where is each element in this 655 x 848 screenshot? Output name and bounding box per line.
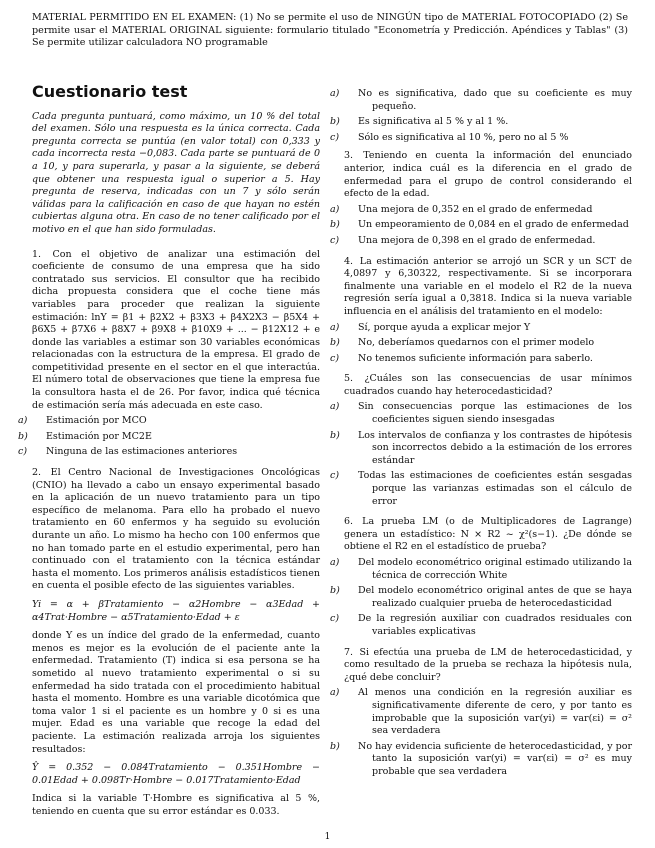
page-title: Cuestionario test [32, 82, 188, 101]
page-number: 1 [324, 832, 331, 842]
question-5-text: 5. ¿Cuáles son las consecuencias de usar mínimos cuadrados cuando hay heterocedasticidad? [344, 373, 632, 397]
option-7b[interactable]: b) No hay evidencia suficiente de heterocedasticidad, y por tanto la suposición var(yi) = var(εi) = σ² es muy probable que sea verdadera [330, 740, 632, 777]
option-6c[interactable]: c) De la regresión auxiliar con cuadrados residuales con variables explicativas [330, 613, 632, 637]
option-3c[interactable]: c) Una mejora de 0,398 en el grado de enfermedad. [330, 234, 596, 246]
question-3 [330, 150, 632, 247]
question-4-text: 4. La estimación anterior se arrojó un SCR y un SCT de 4,0897 y 6,30322, respectivamente. Si se incorporara finalmente una variable en el modelo el R2 de la nueva regresión sería igual a 0,3818. Indica si la nueva variable influencia en el análisis del tratamiento en el modelo: [344, 255, 632, 317]
option-6b[interactable]: b) Del modelo econométrico original antes de que se haya realizado cualquier prueba de heterocedasticidad [330, 585, 632, 609]
option-4c[interactable]: c) No tenemos suficiente información para saberlo. [330, 352, 593, 364]
equation-estimated: Ŷ = 0.352 − 0.084Tratamiento − 0.351Hombre − 0.01Edad + 0.098Tr·Hombre − 0.017Tratamiento·Edad [32, 762, 320, 786]
question-3-text: 3. Teniendo en cuenta la información del enunciado anterior, indica cuál es la diferencia en el grado de enfermedad para el grupo de control considerando el efecto de la edad. [344, 150, 632, 200]
question-7-text: 7. Si efectúa una prueba de LM de heterocedasticidad, y como resultado de la prueba se rechaza la hipótesis nula, ¿qué debe concluir? [344, 646, 632, 683]
header-text: MATERIAL PERMITIDO EN EL EXAMEN: (1) No se permite el uso de NINGÚN tipo de MATERIAL FOTOCOPIADO (2) Se permite usar el MATERIAL ORIGINAL siguiente: formulario titulado "Econometría y Predicción. Apéndices y Tablas" (3) Se permite utilizar calculadora NO programable [32, 12, 628, 48]
question-6-text: 6. La prueba LM (o de Multiplicadores de Lagrange) genera un estadístico: N × R2 ~ χ²(s−1). ¿De dónde se obtiene el R2 en el estadístico de prueba? [344, 516, 632, 553]
exam-header [32, 12, 628, 50]
option-5c[interactable]: c) Todas las estimaciones de coeficientes están sesgadas porque las varianzas estimadas son el cálculo de error [330, 470, 632, 507]
equation-model: Yi = α + βTratamiento − α2Hombre − α3Edad + α4Trat·Hombre − α5Tratamiento·Edad + ε [32, 598, 320, 623]
instructions: Cada pregunta puntuará, como máximo, un 10 % del total del examen. Sólo una respuesta es la única correcta. Cada pregunta correcta se puntúa (en valor total) con 0,333 y cada incorrecta resta −0,083. Cada parte se puntuará de 0 a 10, y para superarla, y pasar a la siguiente, se deberá que obtener una respuesta igual o superior a 5. Hay pregunta de reserva, indicadas con un 7 y sólo serán válidas para la calificación en caso de que hayan no estén cubiertas alguna otra. En caso de no tener calificado por el motivo en el que han sido formuladas. [32, 110, 320, 235]
question-2-text: 2. El Centro Nacional de Investigaciones Oncológicas (CNIO) ha llevado a cabo un ensayo experimental basado en la aplicación de un nuevo tratamiento para un tipo específico de melanoma. Para ello ha probado el nuevo tratamiento en 60 enfermos y ha seguido su evolución durante un año. Lo mismo ha hecho con 100 enfermos que no han tomado parte en el estudio experimental, pero han continuado con el tratamiento con la técnica estándar hasta el momento. Los primeros análisis estadísticos tienen en cuenta el posible efecto de las siguientes variables. [32, 467, 320, 592]
question-2-prompt: Indica si la variable T·Hombre es significativa al 5 %, teniendo en cuenta que su error estándar es 0.033. [32, 793, 320, 817]
option-4a[interactable]: a) Sí, porque ayuda a explicar mejor Y [330, 321, 531, 333]
question-7 [330, 646, 632, 779]
question-1 [18, 248, 320, 460]
option-5a[interactable]: a) Sin consecuencias porque las estimaciones de los coeficientes siguen siendo insesgadas [330, 401, 632, 426]
option-1a[interactable]: a) Estimación por MCO [18, 415, 147, 427]
option-1c[interactable]: c) Ninguna de las estimaciones anteriores [18, 446, 238, 458]
right-column [330, 88, 632, 787]
option-7a[interactable]: a) Al menos una condición en la regresión auxiliar es significativamente diferente de cero, y por tanto es improbable que la suposición var(yi) = var(εi) = σ² sea verdadera [330, 687, 632, 737]
question-6 [330, 516, 632, 638]
question-2-options [330, 88, 632, 144]
option-3b[interactable]: b) Un empeoramiento de 0,084 en el grado de enfermedad [330, 219, 629, 231]
option-4b[interactable]: b) No, deberíamos quedarnos con el primer modelo [330, 337, 595, 349]
question-4 [330, 255, 632, 366]
question-1-text: 1. Con el objetivo de analizar una estimación del coeficiente de consumo de una empresa que ha sido contratado sus servicios. El consultor que ha recibido dicha propuesta considera que el coche tiene más variables para proceder que realizan la siguiente estimación: lnY = β1 + β2X2 + β3X3 + β4X2X3 − β5X4 + β6X5 + β7X6 + β8X7 + β9X8 + β10X9 + ... − β12X12 + e donde las variables a estimar son 30 variables económicas relacionadas con la estructura de la empresa. El grado de competitividad presente en el sector en el que interactúa. El número total de observaciones que tiene la empresa fue la consultora hasta el de 26. Por favor, indica qué técnica de estimación sería más adecuada en este caso. [32, 248, 320, 411]
option-2a[interactable]: a) No es significativa, dado que su coeficiente es muy pequeño. [330, 88, 632, 112]
option-2c[interactable]: c) Sólo es significativa al 10 %, pero no al 5 % [330, 131, 569, 143]
left-column [18, 82, 320, 826]
option-6a[interactable]: a) Del modelo econométrico original estimado utilizando la técnica de corrección White [330, 557, 632, 581]
question-5 [330, 373, 632, 508]
option-1b[interactable]: b) Estimación por MC2E [18, 430, 152, 442]
question-2 [32, 467, 320, 818]
option-5b[interactable]: b) Los intervalos de confianza y los contrastes de hipótesis son incorrectos debido a la estimación de los errores estándar [330, 429, 632, 466]
option-2b[interactable]: b) Es significativa al 5 % y al 1 %. [330, 116, 509, 128]
question-2-explanation: donde Y es un índice del grado de la enfermedad, cuanto menos es mejor es la evolución de el paciente ante la enfermedad. Tratamiento (T) indica si esa persona se ha sometido al nuevo tratamiento experimental o si su enfermedad ha sido tratada con el procedimiento habitual hasta el momento. Hombre es una variable dicotómica que toma valor 1 si el paciente es un hombre y 0 si es una mujer. Edad es una variable que recoge la edad del paciente. La estimación realizada arroja los siguientes resultados: [32, 630, 320, 755]
option-3a[interactable]: a) Una mejora de 0,352 en el grado de enfermedad [330, 203, 593, 215]
